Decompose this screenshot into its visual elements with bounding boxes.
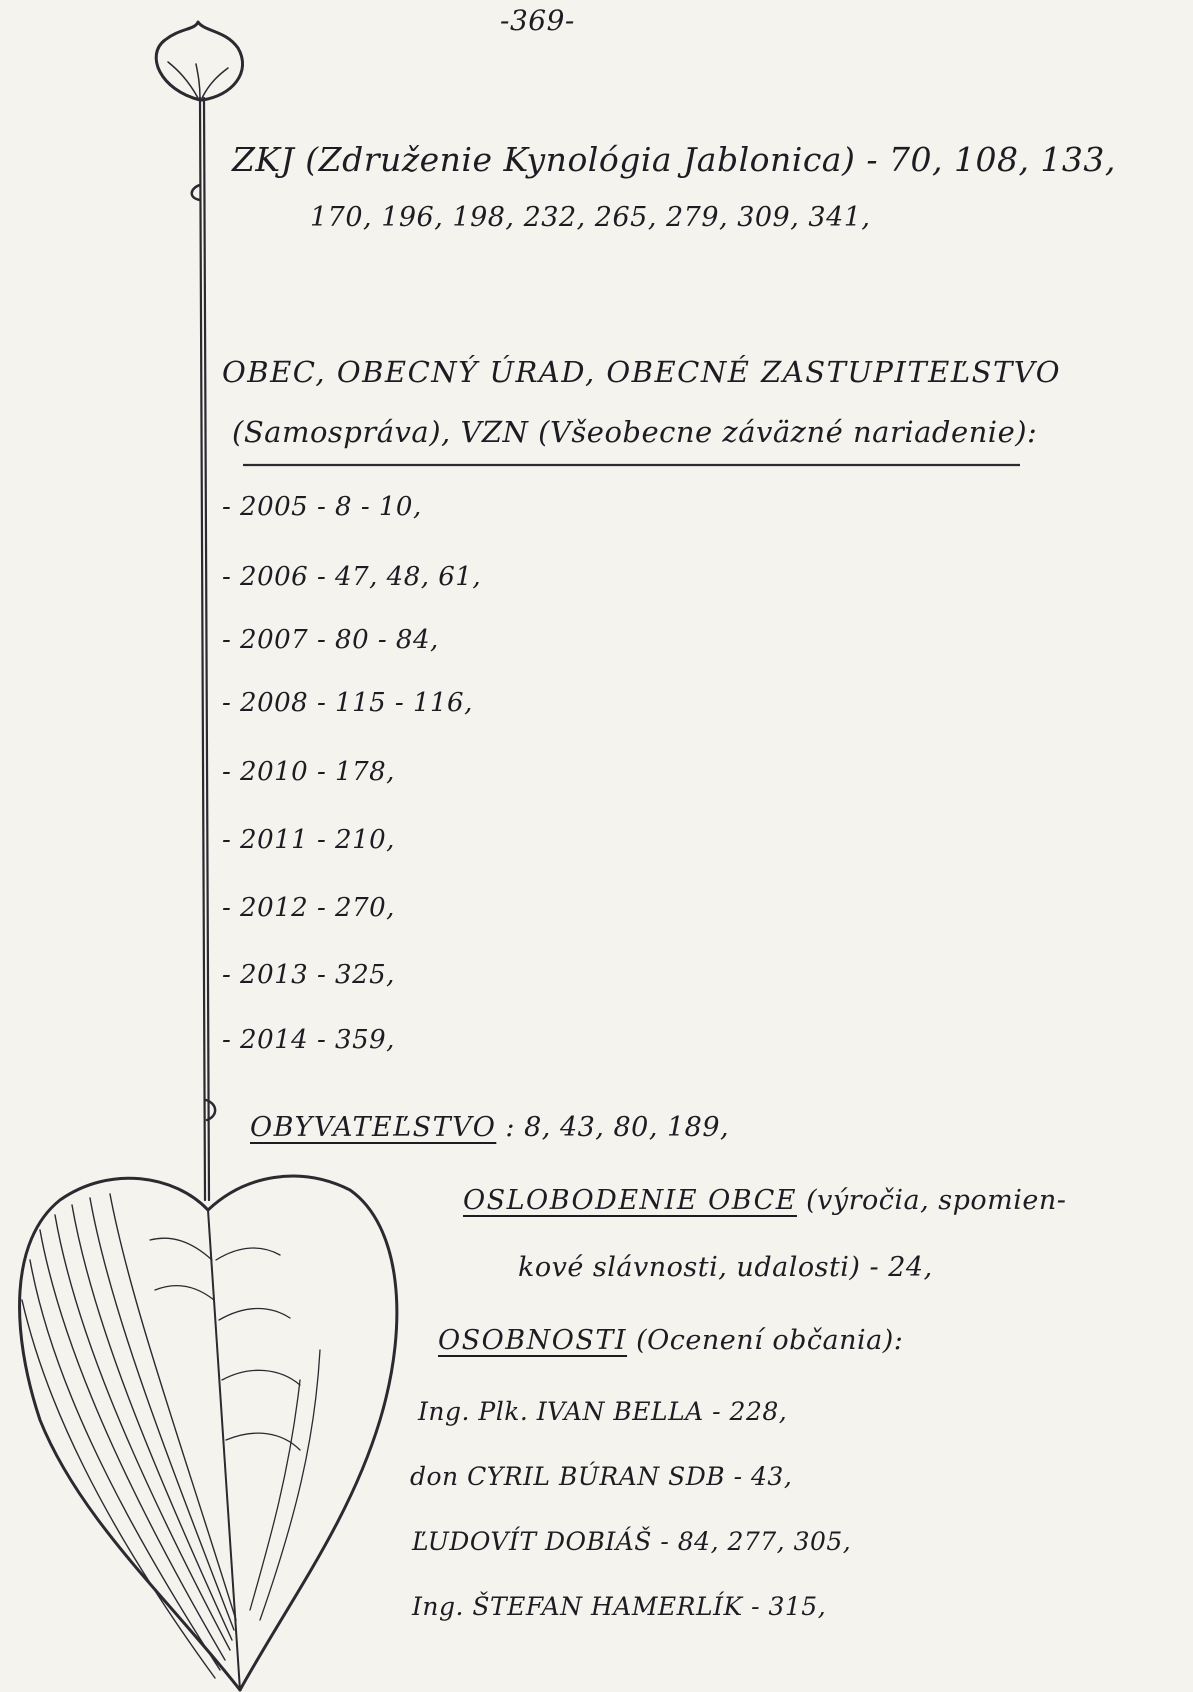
osobnosti-heading: OSOBNOSTI bbox=[438, 1325, 628, 1356]
year-entry-2013: - 2013 - 325, bbox=[222, 960, 395, 990]
year-entry-2012: - 2012 - 270, bbox=[222, 893, 395, 923]
entry-obec-line-2: (Samospráva), VZN (Všeobecne záväzné nariadenie): bbox=[232, 415, 1038, 449]
osobnosti-note: (Ocenení občania): bbox=[636, 1325, 904, 1356]
person-entry: Ing. Plk. IVAN BELLA - 228, bbox=[418, 1397, 788, 1426]
obyvatelstvo-heading: OBYVATEĽSTVO bbox=[250, 1112, 497, 1143]
year-entry-2010: - 2010 - 178, bbox=[222, 757, 395, 787]
year-entry-2006: - 2006 - 47, 48, 61, bbox=[222, 562, 482, 592]
person-entry: don CYRIL BÚRAN SDB - 43, bbox=[410, 1462, 793, 1491]
entry-osobnosti bbox=[438, 1325, 903, 1356]
entry-obec-line-1: OBEC, OBECNÝ ÚRAD, OBECNÉ ZASTUPITEĽSTVO bbox=[222, 355, 1062, 389]
year-entry-2008: - 2008 - 115 - 116, bbox=[222, 688, 473, 718]
entry-zkj-line-1: ZKJ (Združenie Kynológia Jablonica) - 70, 108, 133, bbox=[232, 140, 1116, 179]
year-entry-2011: - 2011 - 210, bbox=[222, 825, 395, 855]
entry-zkj-line-2: 170, 196, 198, 232, 265, 279, 309, 341, bbox=[310, 202, 871, 233]
person-entry: Ing. ŠTEFAN HAMERLÍK - 315, bbox=[412, 1592, 827, 1621]
year-entry-2005: - 2005 - 8 - 10, bbox=[222, 492, 422, 522]
obyvatelstvo-pages: : 8, 43, 80, 189, bbox=[505, 1112, 730, 1143]
entry-obyvatelstvo bbox=[250, 1112, 729, 1143]
entry-oslobodenie-line-2: kové slávnosti, udalosti) - 24, bbox=[518, 1252, 933, 1283]
year-entry-2007: - 2007 - 80 - 84, bbox=[222, 625, 439, 655]
oslobodenie-heading: OSLOBODENIE OBCE bbox=[463, 1185, 797, 1216]
person-entry: ĽUDOVÍT DOBIÁŠ - 84, 277, 305, bbox=[412, 1527, 852, 1556]
page-number: -369- bbox=[500, 4, 575, 37]
entry-oslobodenie-line-1 bbox=[463, 1185, 1066, 1216]
year-entry-2014: - 2014 - 359, bbox=[222, 1025, 395, 1055]
oslobodenie-note: (výročia, spomien- bbox=[806, 1185, 1067, 1216]
